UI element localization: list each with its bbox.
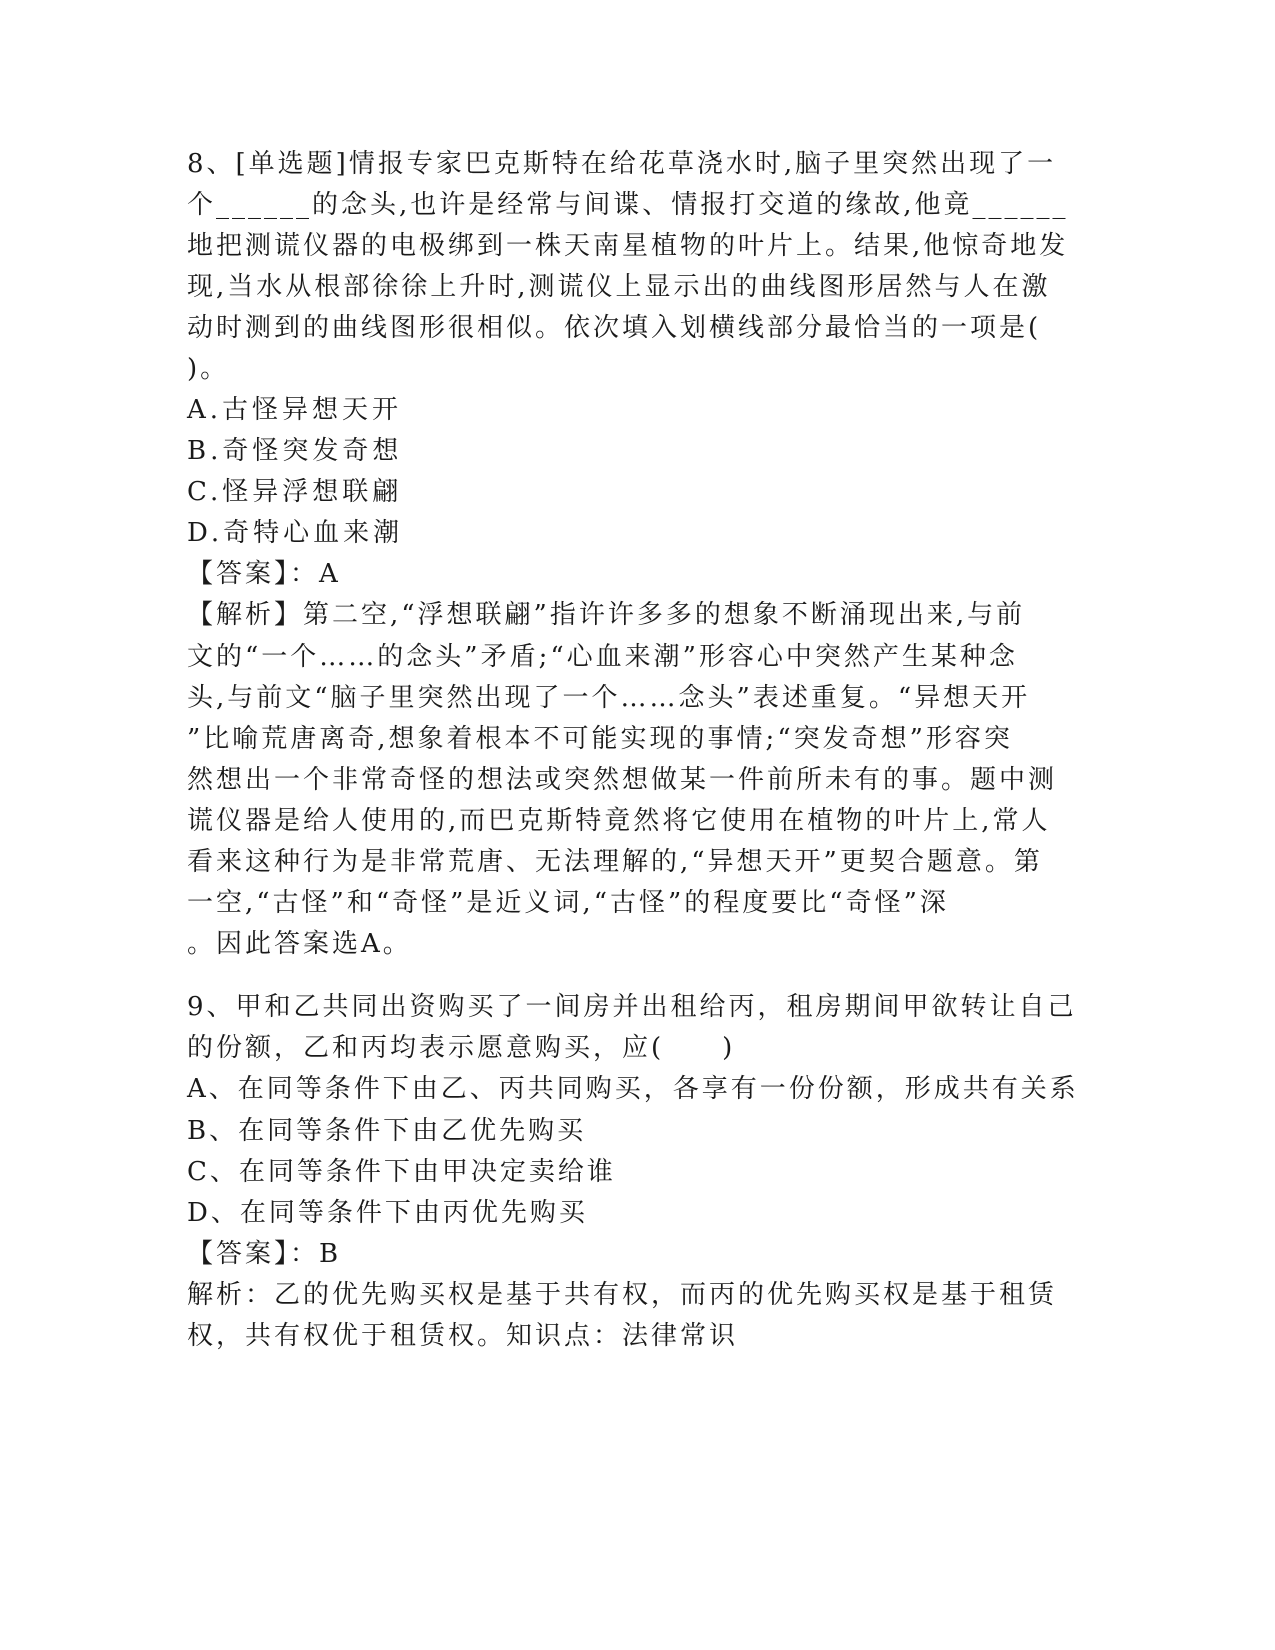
q8-stem-line: 现,当水从根部徐徐上升时,测谎仪上显示出的曲线图形居然与人在激 bbox=[187, 272, 1051, 302]
q8-analysis-line: 谎仪器是给人使用的,而巴克斯特竟然将它使用在植物的叶片上,常人 bbox=[187, 806, 1051, 836]
q8-option-d: D.奇特心血来潮 bbox=[187, 518, 404, 548]
q9-option-d: D、在同等条件下由丙优先购买 bbox=[187, 1198, 588, 1228]
q9-option-b: B、在同等条件下由乙优先购买 bbox=[187, 1116, 587, 1146]
q9-option-a: A、在同等条件下由乙、丙共同购买，各享有一份份额，形成共有关系 bbox=[187, 1074, 1079, 1104]
q8-analysis-line: 文的“一个……的念头”矛盾;“心血来潮”形容心中突然产生某种念 bbox=[187, 642, 1018, 672]
q8-analysis-line: 然想出一个非常奇怪的想法或突然想做某一件前所未有的事。题中测 bbox=[187, 765, 1058, 795]
q9-option-c: C、在同等条件下由甲决定卖给谁 bbox=[187, 1157, 616, 1187]
q8-option-b: B.奇怪突发奇想 bbox=[187, 436, 403, 466]
q8-stem-line: )。 bbox=[187, 354, 230, 384]
q8-analysis-line: 一空,“古怪”和“奇怪”是近义词,“古怪”的程度要比“奇怪”深 bbox=[187, 888, 949, 918]
q8-stem-line: 动时测到的曲线图形很相似。依次填入划横线部分最恰当的一项是( bbox=[187, 313, 1042, 343]
q8-analysis-line: 。因此答案选A。 bbox=[187, 929, 412, 959]
q8-option-a: A.古怪异想天开 bbox=[187, 395, 403, 425]
q8-analysis-line: 头,与前文“脑子里突然出现了一个……念头”表述重复。“异想天开 bbox=[187, 683, 1031, 713]
q8-analysis-line: 看来这种行为是非常荒唐、无法理解的,“异想天开”更契合题意。第 bbox=[187, 847, 1043, 877]
q8-answer: 【答案】：A bbox=[187, 559, 341, 589]
q8-stem-line: 个______的念头,也许是经常与间谍、情报打交道的缘故,他竟______ bbox=[187, 190, 1069, 220]
q9-stem-line: 9、甲和乙共同出资购买了一间房并出租给丙，租房期间甲欲转让自己 bbox=[187, 992, 1077, 1022]
q9-analysis-line: 权，共有权优于租赁权。知识点：法律常识 bbox=[187, 1321, 739, 1351]
q9-stem-line: 的份额，乙和丙均表示愿意购买，应( ) bbox=[187, 1033, 736, 1063]
q9-analysis-line: 解析：乙的优先购买权是基于共有权，而丙的优先购买权是基于租赁 bbox=[187, 1280, 1058, 1310]
q8-stem-line: 8、[单选题]情报专家巴克斯特在给花草浇水时,脑子里突然出现了一 bbox=[187, 149, 1057, 179]
q8-analysis-line: 【解析】第二空,“浮想联翩”指许许多多的想象不断涌现出来,与前 bbox=[187, 600, 1026, 630]
q8-analysis-line: ”比喻荒唐离奇,想象着根本不可能实现的事情;“突发奇想”形容突 bbox=[187, 724, 1013, 754]
q8-option-c: C.怪异浮想联翩 bbox=[187, 477, 403, 507]
q8-stem-line: 地把测谎仪器的电极绑到一株天南星植物的叶片上。结果,他惊奇地发 bbox=[187, 231, 1069, 261]
q9-answer: 【答案】：B bbox=[187, 1239, 342, 1269]
